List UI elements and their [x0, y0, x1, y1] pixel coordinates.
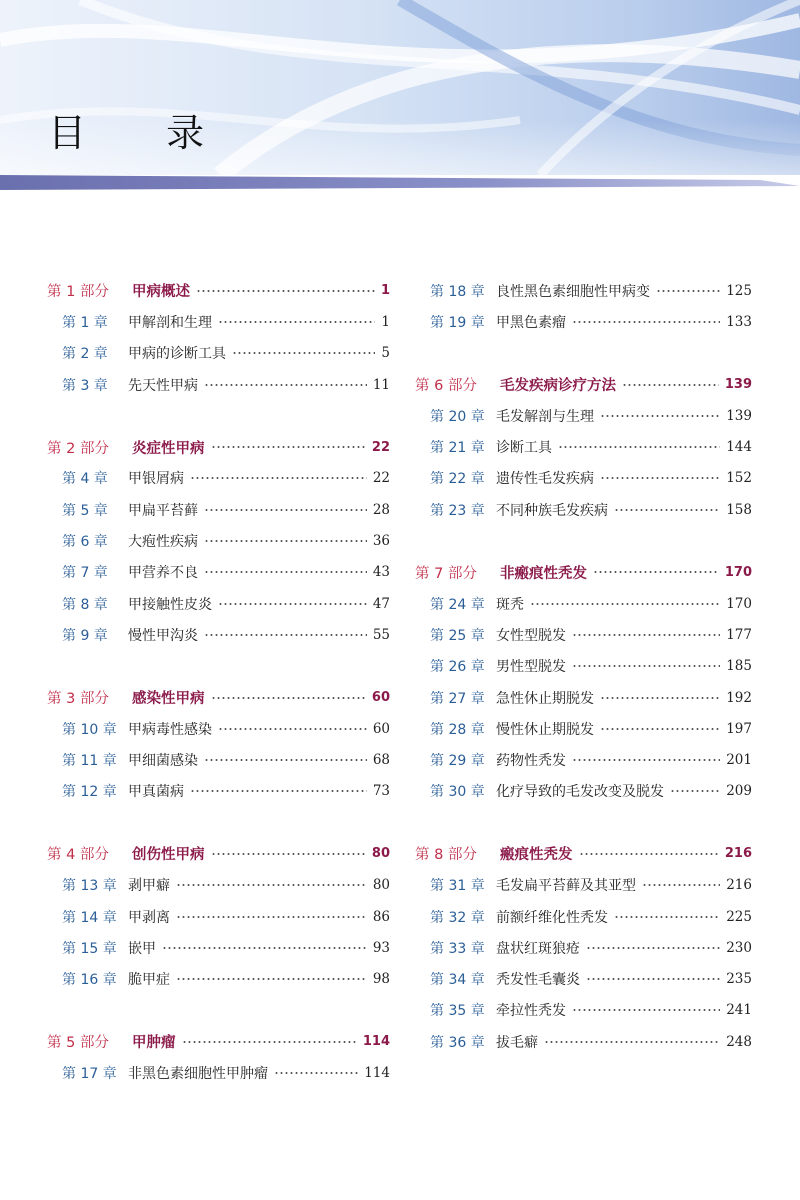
chapter-title: 甲营养不良 — [128, 565, 198, 582]
page-number: 98 — [372, 971, 390, 988]
dot-leader — [162, 945, 367, 951]
dot-leader — [579, 851, 719, 857]
page-number: 114 — [362, 1034, 390, 1050]
page-number: 139 — [726, 407, 752, 424]
page-number: 1 — [380, 283, 390, 299]
toc-gap — [415, 807, 752, 838]
dot-leader — [232, 350, 375, 356]
page-number: 22 — [371, 439, 390, 455]
toc-chapter-entry[interactable] — [47, 494, 390, 525]
chapter-number: 第 13 章 — [62, 878, 117, 895]
toc-chapter-entry[interactable] — [47, 369, 390, 400]
page-number: 80 — [371, 846, 390, 862]
toc-chapter-entry[interactable] — [415, 306, 752, 337]
header-banner — [0, 0, 800, 200]
part-number: 第 5 部分 — [47, 1035, 109, 1052]
dot-leader — [558, 444, 720, 450]
dot-leader — [614, 914, 720, 920]
dot-leader — [204, 382, 367, 388]
toc-chapter-entry[interactable] — [47, 870, 390, 901]
part-title: 非瘢痕性秃发 — [500, 565, 587, 582]
chapter-number: 第 19 章 — [430, 314, 485, 331]
toc-chapter-entry[interactable] — [415, 651, 752, 682]
chapter-title: 甲银屑病 — [128, 471, 184, 488]
part-number: 第 7 部分 — [415, 565, 477, 582]
dot-leader — [190, 788, 367, 794]
dot-leader — [642, 882, 720, 888]
page-number: 158 — [726, 501, 752, 518]
dot-leader — [218, 319, 375, 325]
chapter-number: 第 15 章 — [62, 940, 117, 957]
toc-part-entry[interactable] — [415, 557, 752, 588]
chapter-number: 第 36 章 — [430, 1034, 485, 1051]
toc-part-entry[interactable] — [47, 1026, 390, 1057]
toc-chapter-entry[interactable] — [47, 338, 390, 369]
dot-leader — [530, 601, 720, 607]
page-number: 225 — [726, 908, 752, 925]
chapter-number: 第 9 章 — [62, 627, 108, 644]
part-number: 第 8 部分 — [415, 847, 477, 864]
part-title: 甲病概述 — [132, 284, 190, 301]
dot-leader — [182, 1039, 357, 1045]
chapter-number: 第 1 章 — [62, 314, 108, 331]
page-number: 133 — [726, 313, 752, 330]
toc-chapter-entry[interactable] — [415, 588, 752, 619]
toc-chapter-entry[interactable] — [415, 400, 752, 431]
page-number: 68 — [372, 752, 390, 769]
toc-chapter-entry[interactable] — [415, 682, 752, 713]
chapter-title: 药物性秃发 — [496, 753, 566, 770]
dot-leader — [586, 945, 720, 951]
part-number: 第 6 部分 — [415, 378, 477, 395]
toc-chapter-entry[interactable] — [415, 776, 752, 807]
chapter-title: 秃发性毛囊炎 — [496, 972, 580, 989]
dot-leader — [656, 288, 720, 294]
dot-leader — [274, 1070, 358, 1076]
toc-chapter-entry[interactable] — [47, 557, 390, 588]
page-number: 235 — [726, 971, 752, 988]
page-number: 216 — [724, 846, 752, 862]
toc-chapter-entry[interactable] — [47, 306, 390, 337]
page-number: 60 — [372, 720, 390, 737]
toc-chapter-entry[interactable] — [47, 776, 390, 807]
chapter-number: 第 20 章 — [430, 408, 485, 425]
dot-leader — [204, 538, 367, 544]
toc-gap — [47, 995, 390, 1026]
toc-gap — [47, 400, 390, 431]
dot-leader — [572, 632, 720, 638]
dot-leader — [204, 569, 367, 575]
chapter-title: 盘状红斑狼疮 — [496, 940, 580, 957]
dot-leader — [218, 726, 367, 732]
chapter-number: 第 8 章 — [62, 596, 108, 613]
dot-leader — [600, 413, 720, 419]
chapter-title: 毛发解剖与生理 — [496, 408, 594, 425]
toc-chapter-entry[interactable] — [415, 1026, 752, 1057]
chapter-number: 第 21 章 — [430, 440, 485, 457]
wave-banner-graphic — [0, 0, 800, 200]
toc-chapter-entry[interactable] — [47, 964, 390, 995]
chapter-number: 第 14 章 — [62, 909, 117, 926]
page-number: 93 — [372, 939, 390, 956]
toc-gap — [47, 807, 390, 838]
toc-chapter-entry[interactable] — [415, 901, 752, 932]
part-title: 感染性甲病 — [132, 691, 205, 707]
toc-chapter-entry[interactable] — [415, 713, 752, 744]
chapter-number: 第 31 章 — [430, 878, 485, 895]
page-number: 22 — [372, 470, 390, 487]
dot-leader — [196, 288, 375, 294]
chapter-title: 急性休止期脱发 — [496, 690, 594, 707]
chapter-title: 牵拉性秃发 — [496, 1003, 566, 1020]
page-number: 80 — [372, 877, 390, 894]
chapter-title: 良性黑色素细胞性甲病变 — [496, 283, 650, 300]
chapter-number: 第 28 章 — [430, 721, 485, 738]
dot-leader — [572, 663, 720, 669]
part-number: 第 3 部分 — [47, 691, 109, 707]
page-number: 170 — [726, 595, 752, 612]
page-number: 197 — [726, 720, 752, 737]
toc-chapter-entry[interactable] — [415, 494, 752, 525]
chapter-title: 脆甲症 — [128, 972, 170, 989]
toc-part-entry[interactable] — [47, 275, 390, 306]
chapter-number: 第 5 章 — [62, 502, 108, 519]
chapter-title: 不同种族毛发疾病 — [496, 502, 608, 519]
chapter-title: 甲真菌病 — [128, 784, 184, 801]
toc-gap — [415, 338, 752, 369]
chapter-title: 慢性休止期脱发 — [496, 721, 594, 738]
dot-leader — [544, 1039, 720, 1045]
toc-gap — [47, 651, 390, 682]
chapter-number: 第 25 章 — [430, 627, 485, 644]
page-number: 43 — [372, 564, 390, 581]
dot-leader — [211, 444, 366, 450]
page-number: 201 — [726, 752, 752, 769]
dot-leader — [614, 507, 720, 513]
toc-chapter-entry[interactable] — [415, 870, 752, 901]
chapter-number: 第 24 章 — [430, 596, 485, 613]
dot-leader — [176, 914, 367, 920]
toc-chapter-entry[interactable] — [415, 619, 752, 650]
page-title: 目 录 — [48, 111, 239, 155]
dot-leader — [211, 851, 366, 857]
chapter-title: 前额纤维化性秃发 — [496, 909, 608, 926]
dot-leader — [572, 319, 720, 325]
page-number: 47 — [372, 595, 390, 612]
page-number: 1 — [381, 313, 390, 330]
chapter-title: 先天性甲病 — [128, 377, 198, 394]
dot-leader — [211, 695, 366, 701]
chapter-title: 甲剥离 — [128, 909, 170, 926]
part-number: 第 4 部分 — [47, 847, 109, 864]
chapter-title: 甲解剖和生理 — [128, 314, 212, 331]
page-number: 60 — [371, 690, 390, 705]
chapter-number: 第 35 章 — [430, 1003, 485, 1020]
page-number: 73 — [372, 783, 390, 800]
chapter-title: 甲接触性皮炎 — [128, 596, 212, 613]
chapter-title: 女性型脱发 — [496, 627, 566, 644]
chapter-number: 第 7 章 — [62, 565, 108, 582]
dot-leader — [204, 507, 367, 513]
toc-part-entry[interactable] — [47, 838, 390, 869]
page-number: 5 — [381, 345, 390, 362]
chapter-title: 甲细菌感染 — [128, 753, 198, 770]
chapter-number: 第 4 章 — [62, 471, 108, 488]
toc-chapter-entry[interactable] — [415, 964, 752, 995]
toc-part-entry[interactable] — [47, 682, 390, 713]
chapter-number: 第 3 章 — [62, 377, 108, 394]
toc-chapter-entry[interactable] — [47, 713, 390, 744]
chapter-number: 第 26 章 — [430, 659, 485, 676]
chapter-number: 第 33 章 — [430, 940, 485, 957]
chapter-title: 非黑色素细胞性甲肿瘤 — [128, 1066, 268, 1083]
dot-leader — [176, 882, 367, 888]
chapter-number: 第 18 章 — [430, 283, 485, 300]
chapter-number: 第 10 章 — [62, 721, 117, 738]
chapter-number: 第 27 章 — [430, 690, 485, 707]
toc-chapter-entry[interactable] — [47, 901, 390, 932]
page-number: 36 — [372, 533, 390, 550]
chapter-title: 甲扁平苔藓 — [128, 502, 198, 519]
toc-part-entry[interactable] — [47, 431, 390, 462]
dot-leader — [600, 726, 720, 732]
page-number: 209 — [726, 783, 752, 800]
part-number: 第 2 部分 — [47, 440, 109, 457]
chapter-number: 第 30 章 — [430, 784, 485, 801]
part-number: 第 1 部分 — [47, 284, 109, 301]
dot-leader — [204, 757, 367, 763]
chapter-number: 第 32 章 — [430, 909, 485, 926]
toc-chapter-entry[interactable] — [47, 932, 390, 963]
dot-leader — [572, 1007, 720, 1013]
page-number: 177 — [726, 626, 752, 643]
dot-leader — [176, 976, 367, 982]
chapter-title: 嵌甲 — [128, 940, 156, 957]
page-number: 55 — [372, 626, 390, 643]
toc-chapter-entry[interactable] — [415, 275, 752, 306]
toc-chapter-entry[interactable] — [47, 588, 390, 619]
chapter-number: 第 11 章 — [62, 753, 117, 770]
page-number: 216 — [726, 877, 752, 894]
toc-part-entry[interactable] — [415, 838, 752, 869]
chapter-title: 毛发扁平苔藓及其亚型 — [496, 878, 636, 895]
chapter-title: 化疗导致的毛发改变及脱发 — [496, 784, 664, 801]
page-number: 170 — [724, 564, 752, 580]
page-number: 11 — [372, 376, 390, 393]
toc-chapter-entry[interactable] — [415, 995, 752, 1026]
page-number: 114 — [364, 1065, 390, 1082]
dot-leader — [204, 632, 367, 638]
toc-gap — [415, 525, 752, 556]
chapter-title: 男性型脱发 — [496, 659, 566, 676]
toc-part-entry[interactable] — [415, 369, 752, 400]
page-number: 152 — [726, 470, 752, 487]
dot-leader — [593, 569, 719, 575]
dot-leader — [190, 475, 367, 481]
part-title: 炎症性甲病 — [132, 440, 205, 457]
dot-leader — [600, 475, 720, 481]
page-number: 86 — [372, 908, 390, 925]
part-title: 创伤性甲病 — [132, 847, 205, 864]
dot-leader — [586, 976, 720, 982]
toc-chapter-entry[interactable] — [47, 1057, 390, 1088]
chapter-number: 第 34 章 — [430, 972, 485, 989]
toc-left-column — [47, 275, 390, 1089]
toc-chapter-entry[interactable] — [415, 463, 752, 494]
chapter-title: 甲黑色素瘤 — [496, 314, 566, 331]
part-title: 瘢痕性秃发 — [500, 847, 573, 864]
toc-chapter-entry[interactable] — [415, 431, 752, 462]
chapter-title: 慢性甲沟炎 — [128, 627, 198, 644]
page-number: 139 — [724, 377, 752, 393]
chapter-number: 第 2 章 — [62, 346, 108, 363]
page-number: 248 — [726, 1033, 752, 1050]
toc-chapter-entry[interactable] — [47, 744, 390, 775]
chapter-number: 第 22 章 — [430, 471, 485, 488]
part-title: 毛发疾病诊疗方法 — [500, 378, 616, 395]
page-number: 185 — [726, 658, 752, 675]
dot-leader — [572, 757, 720, 763]
toc-chapter-entry[interactable] — [47, 619, 390, 650]
chapter-title: 剥甲癖 — [128, 878, 170, 895]
chapter-number: 第 17 章 — [62, 1066, 117, 1083]
toc-chapter-entry[interactable] — [415, 744, 752, 775]
toc-chapter-entry[interactable] — [415, 932, 752, 963]
chapter-title: 遗传性毛发疾病 — [496, 471, 594, 488]
page-number: 241 — [726, 1002, 752, 1019]
dot-leader — [622, 382, 719, 388]
page-number: 144 — [726, 439, 752, 456]
chapter-title: 大疱性疾病 — [128, 534, 198, 551]
part-title: 甲肿瘤 — [132, 1035, 176, 1052]
chapter-number: 第 16 章 — [62, 972, 117, 989]
dot-leader — [670, 788, 720, 794]
chapter-title: 甲病毒性感染 — [128, 721, 212, 738]
chapter-title: 甲病的诊断工具 — [128, 346, 226, 363]
page-number: 192 — [726, 689, 752, 706]
chapter-title: 诊断工具 — [496, 440, 552, 457]
chapter-number: 第 12 章 — [62, 784, 117, 801]
toc-right-column — [415, 275, 752, 1057]
dot-leader — [218, 601, 367, 607]
chapter-number: 第 23 章 — [430, 502, 485, 519]
chapter-number: 第 29 章 — [430, 753, 485, 770]
chapter-title: 拔毛癖 — [496, 1034, 538, 1051]
chapter-number: 第 6 章 — [62, 534, 108, 551]
page-number: 125 — [726, 282, 752, 299]
toc-chapter-entry[interactable] — [47, 525, 390, 556]
toc-chapter-entry[interactable] — [47, 463, 390, 494]
page-number: 230 — [726, 939, 752, 956]
chapter-title: 斑秃 — [496, 596, 524, 613]
page-number: 28 — [372, 501, 390, 518]
dot-leader — [600, 695, 720, 701]
